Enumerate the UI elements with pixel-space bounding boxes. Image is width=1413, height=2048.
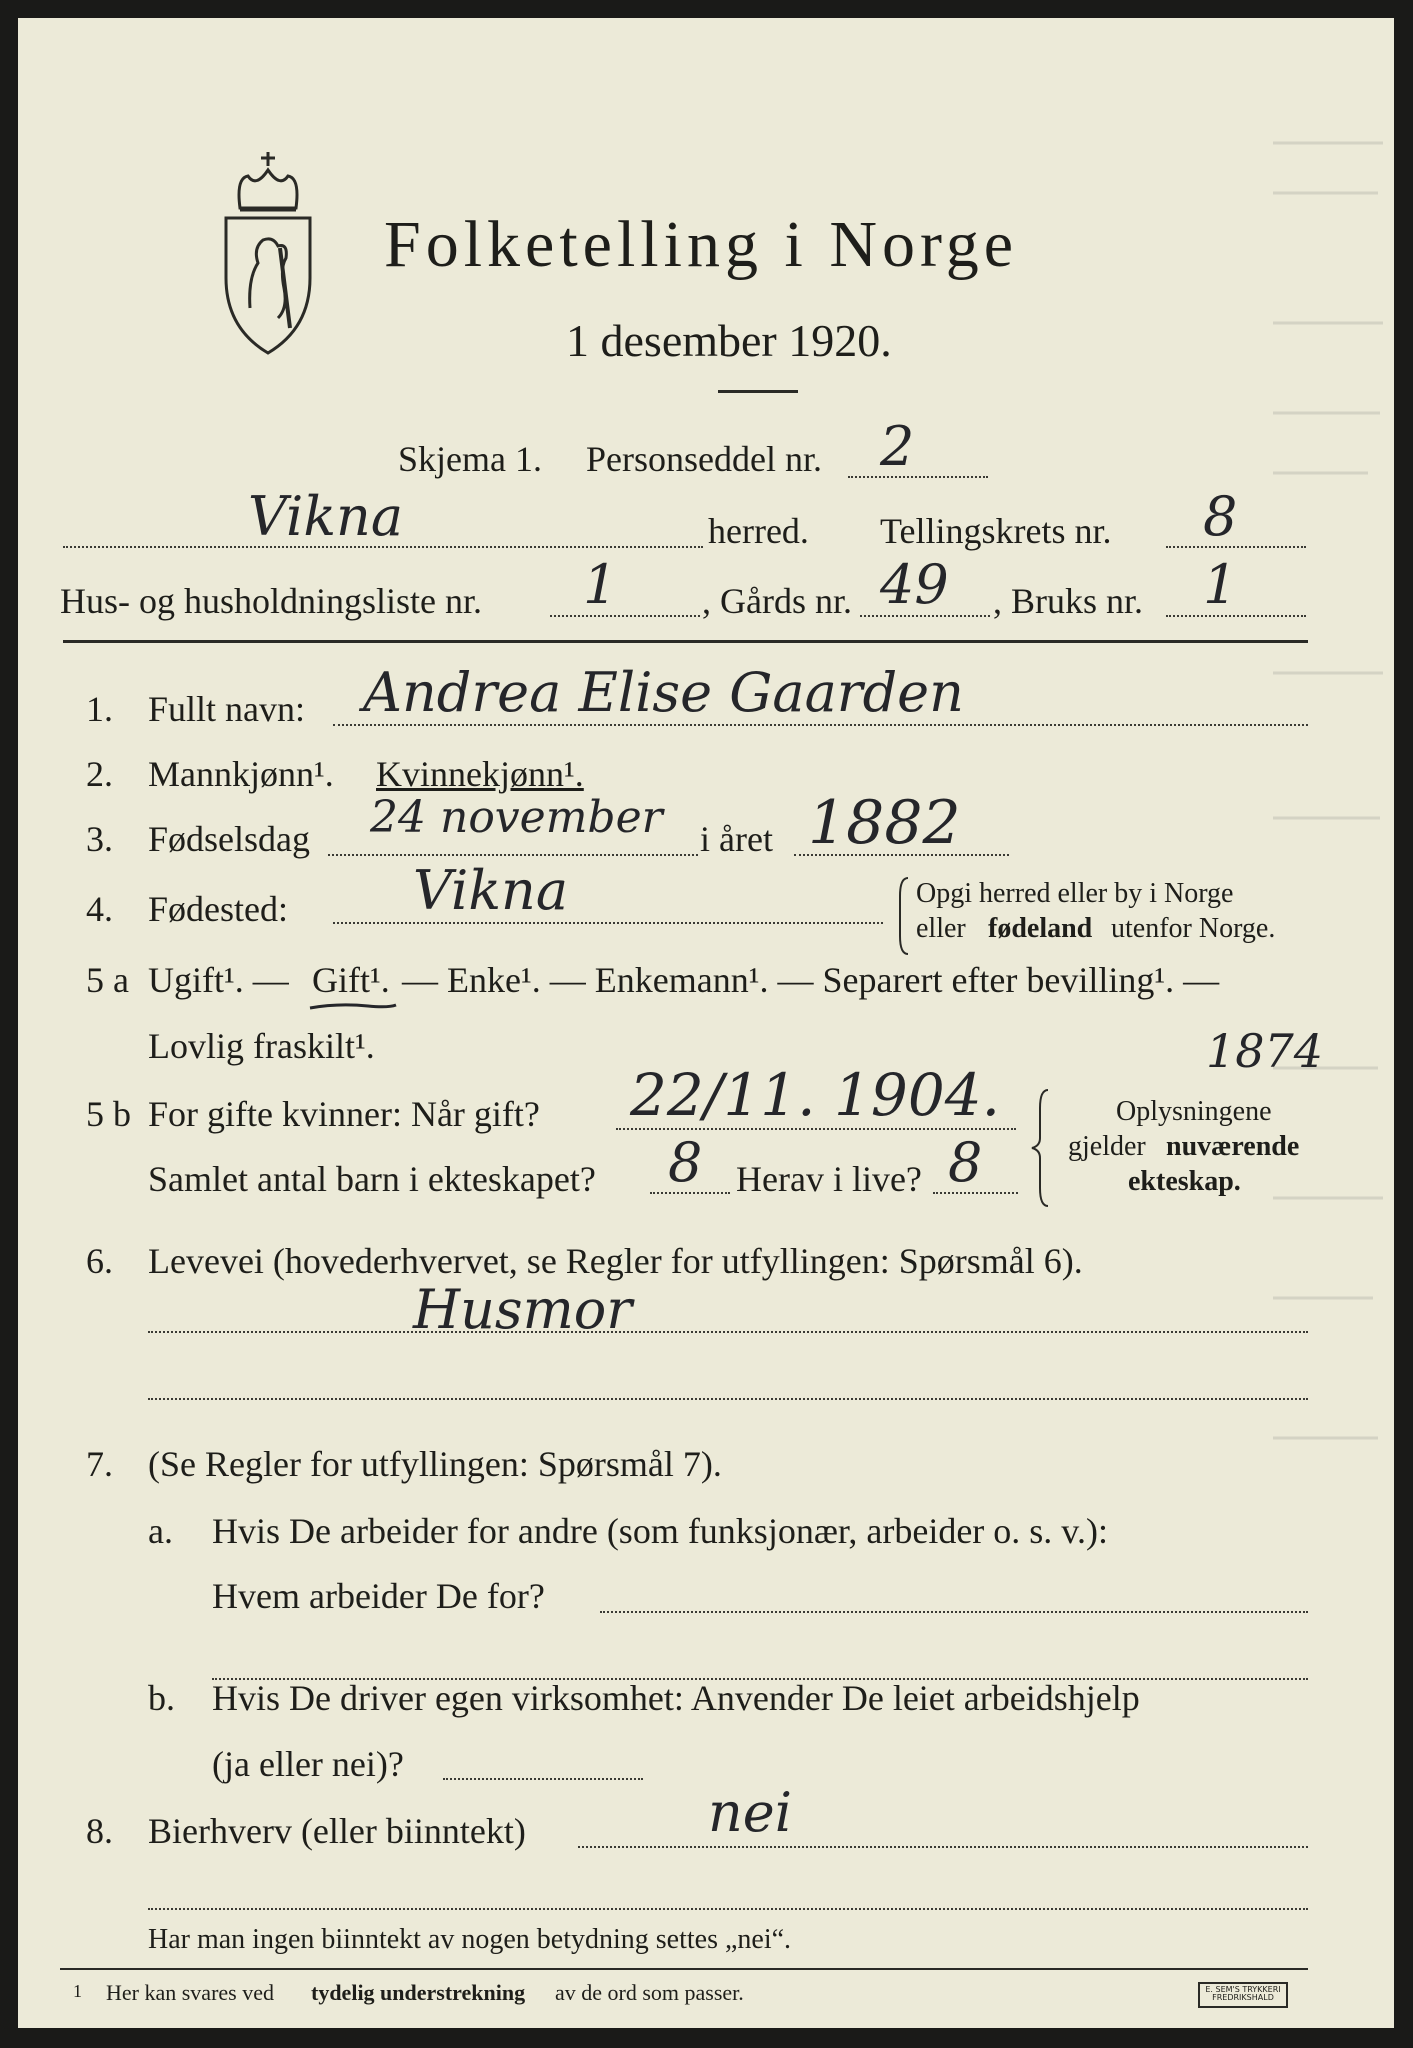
q8-number: 8. [86,1811,113,1851]
footnote-b: tydelig understrekning [311,1980,526,2005]
alive-label: Herav i live? [736,1159,922,1199]
herred-value: Vikna [248,485,404,548]
census-form [18,18,1394,2028]
marriage-note-3: ekteskap. [1128,1166,1241,1197]
q8-label: Bierhverv (eller biinntekt) [148,1811,526,1851]
q7-label: (Se Regler for utfyllingen: Spørsmål 7). [148,1444,722,1484]
personseddel-value: 2 [880,415,915,478]
header-divider [63,640,1308,643]
q4-label: Fødested: [148,889,288,929]
marital-gift-option[interactable]: Gift¹. [312,960,390,1000]
tellingskrets-value: 8 [1203,485,1238,548]
alive-value: 8 [948,1131,983,1194]
marriage-date-value: 22/11. 1904. [630,1061,1001,1129]
annotation-1874: 1874 [1206,1024,1324,1078]
marital-ugift-option[interactable]: Ugift¹. — [148,960,289,1000]
census-date: 1 desember 1920. [566,315,892,366]
children-label: Samlet antal barn i ekteskapet? [148,1159,596,1199]
gender-male-option[interactable]: Mannkjønn¹. [148,754,334,794]
hus-value: 1 [583,553,618,616]
skjema-label: Skjema 1. [398,439,542,479]
q4-number: 4. [86,889,113,929]
side-income-field[interactable] [578,1846,1308,1848]
occupation-value: Husmor [413,1278,633,1341]
q7a-line2: Hvem arbeider De for? [212,1576,545,1616]
marital-fraskilt-option[interactable]: Lovlig fraskilt¹. [148,1026,375,1066]
q2-number: 2. [86,754,113,794]
printer-line2: FREDRIKSHALD [1212,1993,1274,2002]
no-income-note: Har man ingen biinntekt av nogen betydning settes „nei“. [148,1924,792,1955]
birthplace-field[interactable] [333,922,883,924]
printer-mark [1198,1982,1288,2008]
q1-number: 1. [86,689,113,729]
q7b-line2: (ja eller nei)? [212,1744,404,1784]
birth-day-field[interactable] [328,854,698,856]
footnote-a: Her kan svares ved [106,1980,274,2005]
birthplace-note-a: eller [916,913,966,944]
gards-label: , Gårds nr. [702,581,852,621]
personseddel-label: Personseddel nr. [586,439,822,479]
bleed-through-marks [1268,118,1388,1518]
q3-number: 3. [86,819,113,859]
occupation-field-1[interactable] [148,1331,1308,1333]
bruks-label: , Bruks nr. [993,581,1144,621]
printer-line1: E. SEM'S TRYKKERI [1205,1985,1281,1994]
footnote-c: av de ord som passer. [555,1980,744,2005]
q7a-line1: Hvis De arbeider for andre (som funksjonær, arbeider o. s. v.): [212,1511,1108,1551]
employer-field[interactable] [600,1611,1308,1613]
bruks-value: 1 [1203,553,1238,616]
side-income-field-2[interactable] [148,1908,1308,1910]
birthplace-note-c: utenfor Norge. [1111,913,1276,944]
birthplace-value: Vikna [413,859,569,922]
gender-female-option[interactable]: Kvinnekjønn¹. [376,754,584,794]
birth-day-value: 24 november [370,792,663,843]
birth-year-label: i året [700,819,773,859]
hus-field[interactable] [550,615,700,617]
form-title: Folketelling i Norge [384,208,1019,281]
footnote-divider [60,1968,1308,1970]
marriage-note-2a: gjelder [1068,1131,1146,1162]
tellingskrets-label: Tellingskrets nr. [880,511,1112,551]
full-name-field[interactable] [333,724,1308,726]
marriage-date-label: For gifte kvinner: Når gift? [148,1094,540,1134]
hus-label: Hus- og husholdningsliste nr. [60,581,483,621]
personseddel-field[interactable] [848,476,988,478]
q7b-line1: Hvis De driver egen virksomhet: Anvender De leiet arbeidshjelp [212,1678,1140,1718]
q1-label: Fullt navn: [148,689,306,729]
side-income-value: nei [708,1781,793,1844]
q5b-number: 5 b [86,1094,131,1134]
birthplace-note-line1: Opgi herred eller by i Norge [916,878,1234,909]
marriage-note-1: Oplysningene [1116,1096,1272,1127]
herred-label: herred. [708,511,809,551]
q7-number: 7. [86,1444,113,1484]
full-name-value: Andrea Elise Gaarden [363,661,964,724]
q6-number: 6. [86,1241,113,1281]
norway-coat-of-arms-icon [218,148,318,358]
gards-value: 49 [880,553,949,616]
q5a-number: 5 a [86,960,129,1000]
birthplace-note-b: fødeland [988,913,1093,944]
q3-label: Fødselsdag [148,819,310,859]
q6-label: Levevei (hovederhvervet, se Regler for utfyllingen: Spørsmål 6). [148,1241,1083,1281]
hired-help-field[interactable] [443,1778,643,1780]
marital-other-options[interactable]: — Enke¹. — Enkemann¹. — Separert efter bevilling¹. — [402,960,1220,1000]
bracket-icon [896,876,910,956]
title-divider [718,390,798,393]
gift-underline-mark [308,1000,398,1014]
occupation-field-2[interactable] [148,1398,1308,1400]
birth-year-value: 1882 [808,788,961,858]
q7a-letter: a. [148,1511,173,1551]
brace-icon [1030,1088,1052,1208]
children-value: 8 [668,1131,703,1194]
q7b-letter: b. [148,1678,175,1718]
marriage-note-2b: nuværende [1166,1131,1300,1162]
footnote-number: 1 [73,1981,82,2001]
